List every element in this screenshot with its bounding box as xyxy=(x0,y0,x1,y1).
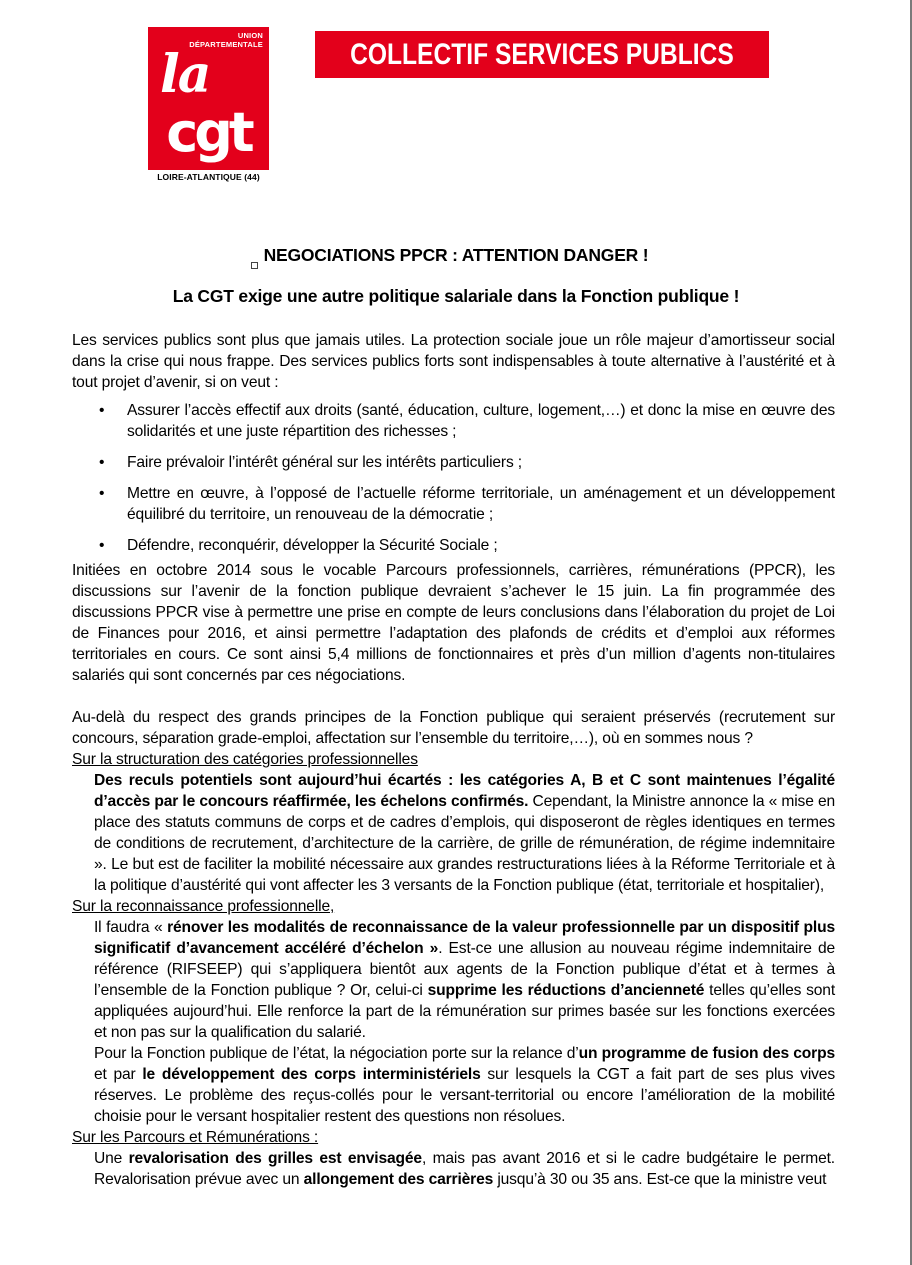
collectif-banner xyxy=(315,31,769,78)
bullet-icon: • xyxy=(99,537,105,554)
principles-paragraph: Au-delà du respect des grands principes de la Fonction publique qui seraient préservés (recrutement sur concours, séparation grade-emploi, affectation sur l’ensemble du territoire,…), où en sommes nous ? xyxy=(72,709,835,747)
bullet-icon: • xyxy=(99,454,105,471)
list-item: • Faire prévaloir l’intérêt général sur les intérêts particuliers ; xyxy=(99,454,522,471)
logo-union-text: UNION DÉPARTEMENTALE xyxy=(189,31,263,49)
list-item: • Défendre, reconquérir, développer la Sécurité Sociale ; xyxy=(99,537,498,554)
section-remuneration-text: Une revalorisation des grilles est envisagée, mais pas avant 2016 et si le cadre budgétaire le permet. Revalorisation prévue avec un allongement des carrières jusqu’à 30 ou 35 ans. Est-ce que la ministre veut xyxy=(94,1150,835,1188)
list-item: • Mettre en œuvre, à l’opposé de l’actuelle réforme territoriale, un aménagement et un développement équilibré du territoire, un renouveau de la démocratie ; xyxy=(99,485,835,523)
document-body xyxy=(72,330,835,1190)
section-recognition-text-2: Pour la Fonction publique de l’état, la négociation porte sur la relance d’un programme de fusion des corps et par le développement des corps interministériels sur lesquels la CGT a fait part de ses plus vives réserves. Le problème des reçus-collés pour le versant-territorial ou encore l’amélioration de la mobilité choisie pour le versant hospitalier restent des questions non résolues. xyxy=(94,1045,835,1125)
ppcr-paragraph: Initiées en octobre 2014 sous le vocable Parcours professionnels, carrières, rémunérations (PPCR), les discussions sur l’avenir de la fonction publique devraient s’achever le 15 juin. La fin programmée des discussions PPCR vise à permettre une prise en compte de leurs conclusions dans l’élaboration du projet de Loi de Finances pour 2016, et ainsi permettre l’adaptation des plafonds de crédits et d’emploi aux réformes territoriales en cours. Ce sont ainsi 5,4 millions de fonctionnaires et près d’un million d’agents non-titulaires salariés qui sont concernés par ces négociations. xyxy=(72,562,835,684)
bullet-list xyxy=(72,400,835,556)
page-title: NEGOCIATIONS PPCR : ATTENTION DANGER ! xyxy=(263,245,649,265)
logo-cgt: cgt xyxy=(166,101,251,164)
cgt-logo xyxy=(148,27,269,184)
list-item: • Assurer l’accès effectif aux droits (santé, éducation, culture, logement,…) et donc la mise en œuvre des solidarités et une juste répartition des richesses ; xyxy=(99,402,835,440)
section-recognition-text: Il faudra « rénover les modalités de reconnaissance de la valeur professionnelle par un dispositif plus significatif d’avancement accéléré d’échelon ». Est-ce une allusion au nouveau régime indemnitaire de référence (RIFSEEP) qui s’appliquera bientôt aux agents de la Fonction publique d’état et à termes à l’ensemble de la Fonction publique ? Or, celui-ci supprime les réductions d’ancienneté telles qu’elles sont appliquées aujourd’hui. Elle renforce la part de la rémunération sur primes basée sur les fonctions exercées et non pas sur la qualification du salarié. xyxy=(94,919,836,1041)
section-heading-recognition: Sur la reconnaissance professionnelle, xyxy=(72,898,335,915)
section-categories-text: Des reculs potentiels sont aujourd’hui écartés : les catégories A, B et C sont maintenues l’égalité d’accès par le concours réaffirmée, les échelons confirmés. Cependant, la Ministre annonce la « mise en place des statuts communs de corps et de cadres d’emplois, qui disposeront de règles identiques en termes de conditions de recrutement, d’architecture de la carrière, de grille de rémunération, de régime indemnitaire ». Le but est de faciliter la mobilité nécessaire aux grandes restructurations liées à la Réforme Territoriale et à la politique d’austérité qui vont affecter les 3 versants de la Fonction publique (état, territoriale et hospitalier), xyxy=(94,772,835,894)
logo-region: LOIRE-ATLANTIQUE (44) xyxy=(148,170,269,184)
section-heading-remuneration: Sur les Parcours et Rémunérations : xyxy=(72,1129,319,1146)
bullet-icon: • xyxy=(99,485,105,502)
page-subtitle: La CGT exige une autre politique salariale dans la Fonction publique ! xyxy=(172,286,740,306)
banner-text: COLLECTIF SERVICES PUBLICS xyxy=(350,37,734,71)
bullet-icon: • xyxy=(99,402,105,419)
intro-paragraph: Les services publics sont plus que jamais utiles. La protection sociale joue un rôle majeur d’amortisseur social dans la crise qui nous frappe. Des services publics forts sont indispensables à toute alternative à l’austérité et à tout projet d’avenir, si on veut : xyxy=(72,332,835,391)
logo-la: la xyxy=(160,44,210,105)
section-heading-categories: Sur la structuration des catégories professionnelles xyxy=(72,751,418,768)
